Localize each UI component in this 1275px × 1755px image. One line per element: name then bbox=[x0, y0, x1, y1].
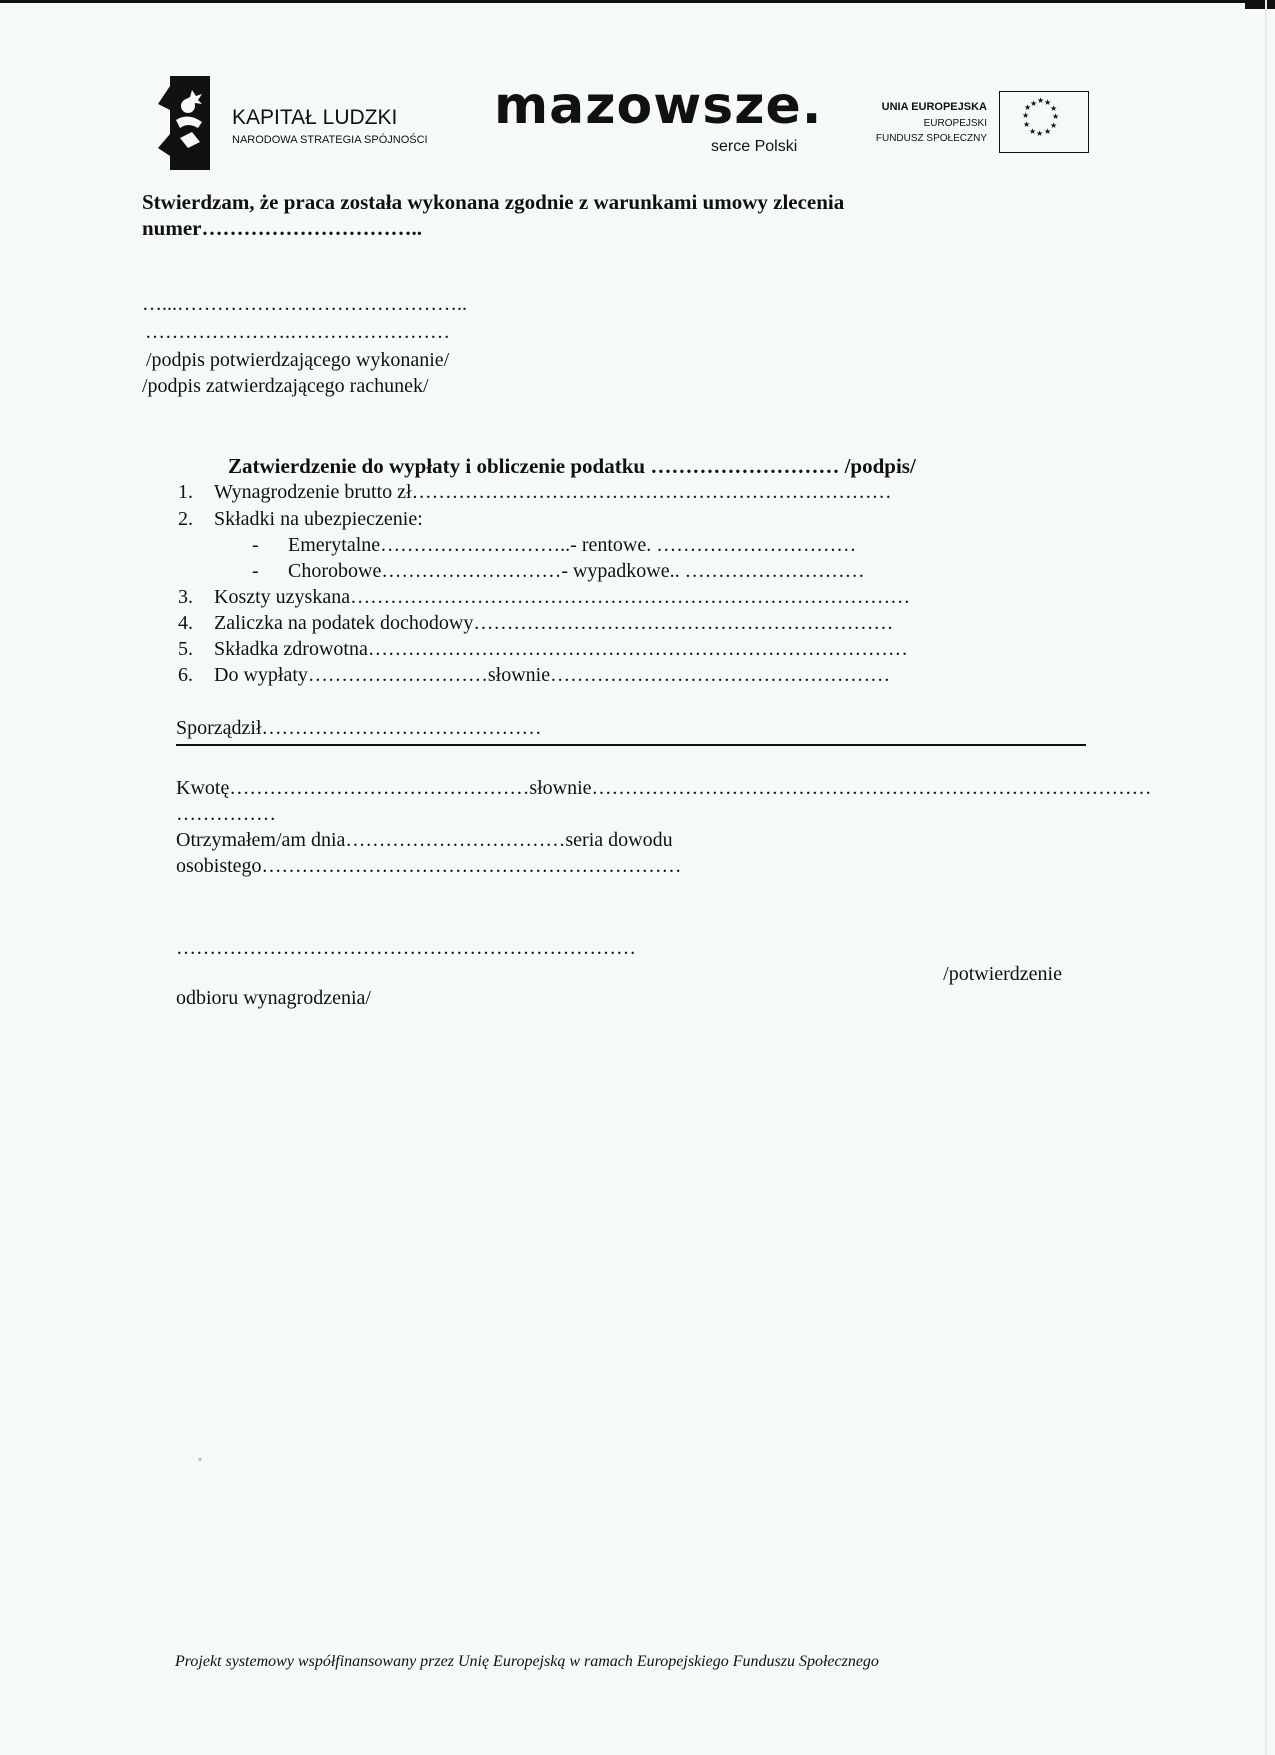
svg-text:★: ★ bbox=[1052, 112, 1060, 121]
section-divider bbox=[176, 744, 1086, 746]
svg-text:★: ★ bbox=[1050, 104, 1058, 113]
svg-text:★: ★ bbox=[1037, 96, 1045, 105]
list-item-tax-advance: Zaliczka na podatek dochodowy……………………………………………………… bbox=[214, 612, 894, 634]
list-item-num: 3. bbox=[178, 586, 193, 608]
list-item-insurance: Składki na ubezpieczenie: bbox=[214, 508, 423, 530]
receipt-confirm-label: /potwierdzenie bbox=[943, 963, 1062, 985]
svg-text:★: ★ bbox=[1044, 127, 1052, 136]
footer-note: Projekt systemowy współfinansowany przez Unię Europejską w ramach Europejskiego Funduszu Społecznego bbox=[175, 1653, 879, 1670]
scan-top-edge bbox=[0, 0, 1275, 3]
approval-heading: Zatwierdzenie do wypłaty i obliczenie podatku ……………………… /podpis/ bbox=[228, 454, 916, 478]
mazowsze-tagline: serce Polski bbox=[711, 138, 798, 155]
scan-top-corner-mark bbox=[1245, 0, 1275, 9]
list-item-num: 6. bbox=[178, 664, 193, 686]
signature-dots-2: ………………….…………………… bbox=[145, 321, 450, 343]
svg-text:★: ★ bbox=[1023, 120, 1031, 129]
id-number-line: osobistego……………………………………………………… bbox=[176, 855, 682, 877]
receipt-confirm-label-continued: odbioru wynagrodzenia/ bbox=[176, 987, 371, 1009]
eu-stars-icon bbox=[1000, 92, 1088, 152]
list-item-health: Składka zdrowotna……………………………………………………………………… bbox=[214, 638, 908, 660]
svg-text:★: ★ bbox=[1022, 111, 1030, 120]
svg-text:★: ★ bbox=[1050, 121, 1058, 130]
prepared-by: Sporządził…………………………………… bbox=[176, 717, 542, 739]
signature-label-executor: /podpis potwierdzającego wykonanie/ bbox=[146, 349, 450, 371]
kl-title: KAPITAŁ LUDZKI bbox=[232, 106, 398, 129]
list-subitem-sickness: Chorobowe………………………- wypadkowe.. ……………………… bbox=[288, 560, 865, 582]
eu-line1: UNIA EUROPEJSKA bbox=[881, 101, 987, 113]
list-item-num: 4. bbox=[178, 612, 193, 634]
list-subitem-dash: - bbox=[252, 560, 259, 582]
signature-dots-1: …...…………………………………….. bbox=[142, 293, 467, 315]
list-item-num: 2. bbox=[178, 508, 193, 530]
list-subitem-dash: - bbox=[252, 534, 259, 556]
svg-text:★: ★ bbox=[1030, 99, 1038, 108]
received-date-line: Otrzymałem/am dnia……………………………seria dowodu bbox=[176, 829, 673, 851]
signature-label-approver: /podpis zatwierdzającego rachunek/ bbox=[142, 375, 429, 397]
mazowsze-wordmark: mazowsze. bbox=[494, 76, 823, 136]
list-item-num: 1. bbox=[178, 481, 193, 503]
svg-text:★: ★ bbox=[1036, 129, 1044, 138]
eu-flag-frame bbox=[999, 91, 1089, 153]
kl-subtitle: NARODOWA STRATEGIA SPÓJNOŚCI bbox=[232, 134, 428, 146]
eu-line3: FUNDUSZ SPOŁECZNY bbox=[875, 133, 987, 144]
list-item-num: 5. bbox=[178, 638, 193, 660]
confirmation-line1: Stwierdzam, że praca została wykonana zgodnie z warunkami umowy zlecenia bbox=[142, 190, 845, 214]
scan-right-edge bbox=[1265, 0, 1267, 1755]
confirmation-number-line: numer………………………….. bbox=[142, 216, 422, 240]
receipt-signature-dots: …………………………………………………………… bbox=[176, 937, 636, 959]
list-item-payout: Do wypłaty………………………słownie…………………………………………… bbox=[214, 664, 891, 686]
scan-speck: ◦ bbox=[198, 1454, 202, 1466]
svg-text:★: ★ bbox=[1044, 98, 1052, 107]
amount-line: Kwotę………………………………………słownie………………………………………………………………………… bbox=[176, 777, 1152, 799]
kapital-ludzki-emblem-icon bbox=[158, 76, 210, 170]
amount-line-continued: …………… bbox=[176, 803, 276, 825]
list-subitem-pension: Emerytalne………………………..- rentowe. ………………………… bbox=[288, 534, 857, 556]
eu-line2: EUROPEJSKI bbox=[923, 118, 987, 129]
list-item-costs: Koszty uzyskana………………………………………………………………………… bbox=[214, 586, 911, 608]
list-item-gross-pay: Wynagrodzenie brutto zł……………………………………………………………… bbox=[214, 481, 892, 503]
svg-text:★: ★ bbox=[1029, 127, 1037, 136]
svg-text:★: ★ bbox=[1024, 103, 1032, 112]
